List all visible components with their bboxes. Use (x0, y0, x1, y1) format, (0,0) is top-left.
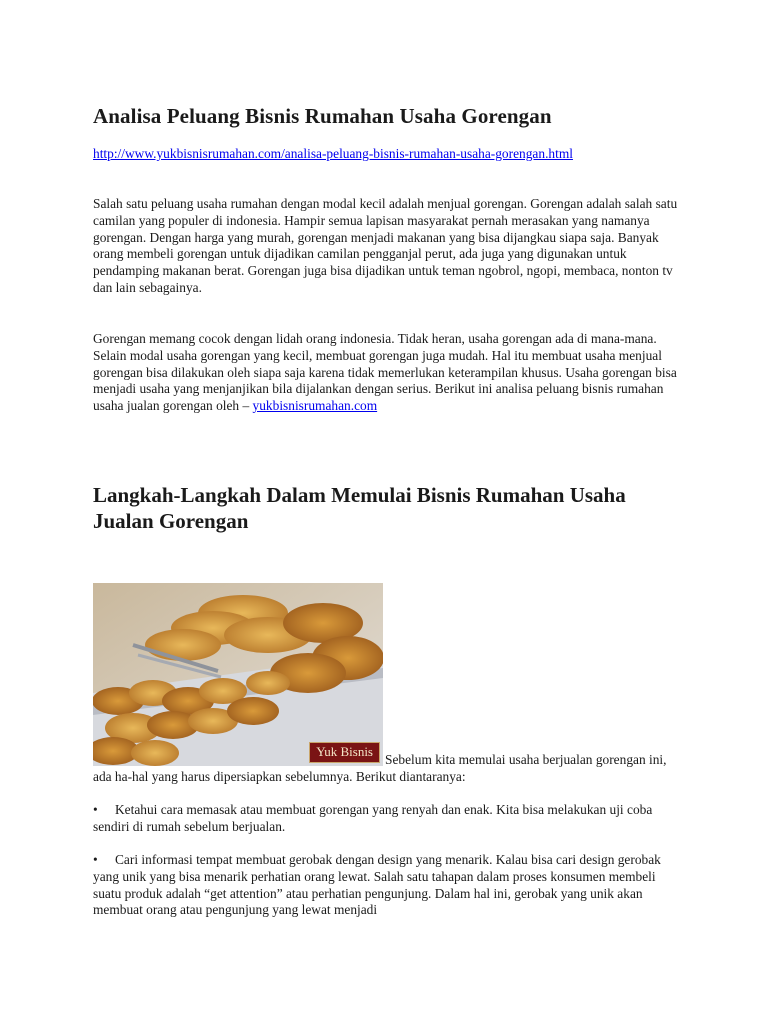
bullet-icon: • (93, 852, 98, 867)
source-link[interactable]: yukbisnisrumahan.com (252, 398, 378, 414)
article-url-link[interactable]: http://www.yukbisnisrumahan.com/analisa-peluang-bisnis-rumahan-usaha-gorengan.html (93, 146, 573, 161)
list-item (93, 802, 683, 836)
list-item-text: Ketahui cara memasak atau membuat gorengan yang renyah dan enak. Kita bisa melakukan uji coba sendiri di rumah sebelum berjualan. (93, 802, 653, 834)
section-heading: Langkah-Langkah Dalam Memulai Bisnis Rumahan Usaha Jualan Gorengan (93, 483, 626, 533)
bullet-icon: • (93, 802, 98, 817)
second-paragraph (93, 331, 683, 415)
gorengan-photo (93, 583, 383, 766)
second-paragraph-text: Gorengan memang cocok dengan lidah orang indonesia. Tidak heran, usaha gorengan ada di mana-mana. Selain modal usaha gorengan yang kecil, membuat gorengan juga mudah. Hal itu membuat usaha menjual gorengan bisa dilakukan oleh siapa saja karena tidak memerlukan keterampilan khusus. Usaha gorengan bisa menjadi usaha yang menjanjikan bila dijalankan dengan serius. Berikut ini analisa peluang bisnis rumahan usaha jualan gorengan oleh – (93, 331, 677, 414)
list-item (93, 852, 683, 919)
list-item-text: Cari informasi tempat membuat gerobak dengan design yang menarik. Kalau bisa cari design gerobak yang unik yang bisa menarik perhatian orang lewat. Salah satu tahapan dalam proses konsumen membeli suatu produk adalah “get attention” atau perhatian pengunjung. Dalam hal ini, gerobak yang unik akan membuat orang atau pengunjung yang lewat menjadi (93, 852, 661, 918)
fried-food-illustration (93, 583, 383, 766)
article-title: Analisa Peluang Bisnis Rumahan Usaha Gorengan (93, 104, 552, 128)
intro-paragraph: Salah satu peluang usaha rumahan dengan modal kecil adalah menjual gorengan. Gorengan adalah salah satu camilan yang populer di indonesia. Hampir semua lapisan masyarakat pernah merasakan yang namanya gorengan. Dengan harga yang murah, gorengan menjadi makanan yang bisa dijangkau siapa saja. Banyak orang membeli gorengan untuk dijadikan camilan pengganjal perut, ada juga yang digunakan untuk pendamping makanan berat. Gorengan juga bisa dijadikan untuk teman ngobrol, ngopi, membaca, nonton tv dan lain sebagainya. (93, 196, 678, 295)
intro-steps-text: Sebelum kita memulai usaha berjualan gorengan ini, ada ha-hal yang harus dipersiapkan sebelumnya. Berikut diantaranya: (93, 752, 667, 784)
brand-watermark: Yuk Bisnis (309, 742, 380, 763)
